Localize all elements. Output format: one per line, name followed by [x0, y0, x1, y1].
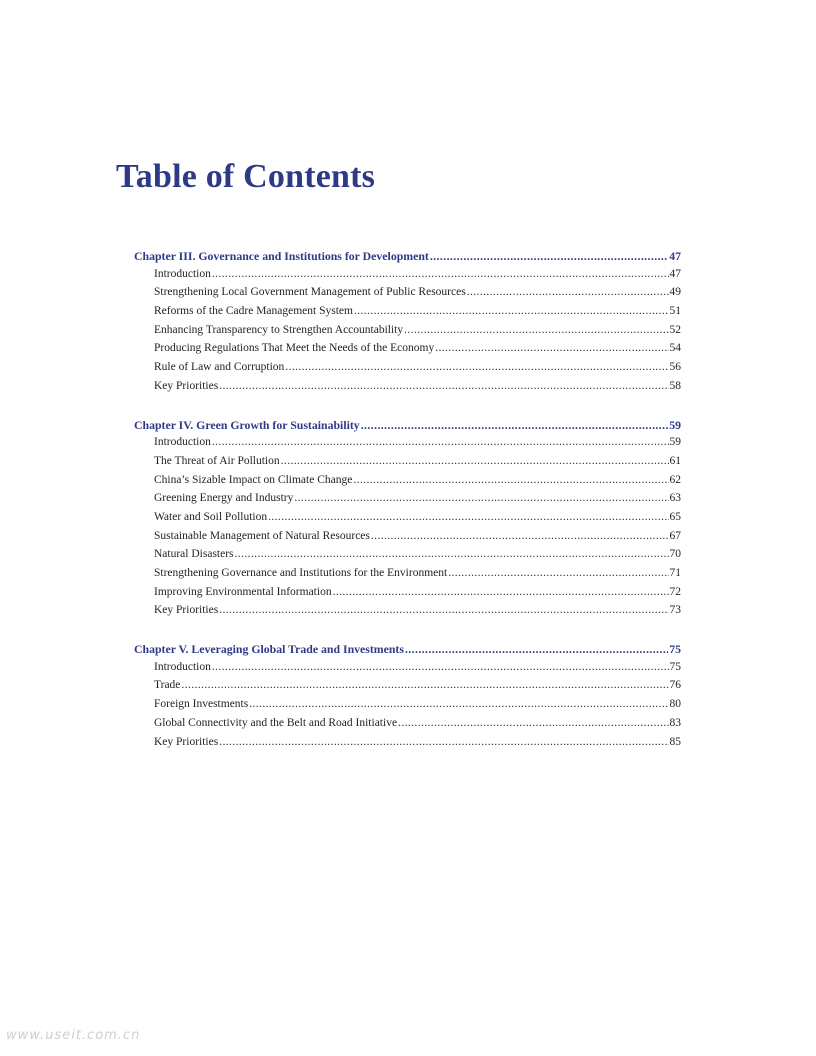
- chapter-title: Chapter V. Leveraging Global Trade and Investments: [134, 642, 404, 657]
- entry-title: Natural Disasters: [154, 548, 234, 561]
- toc-entry[interactable]: [134, 698, 681, 717]
- chapter-title: Chapter III. Governance and Institutions for Development: [134, 249, 429, 263]
- dot-leader: [404, 324, 668, 336]
- entry-page-number: 54: [669, 342, 681, 355]
- toc-entry[interactable]: [134, 492, 681, 511]
- entry-page-number: 70: [669, 548, 681, 561]
- entry-title: Water and Soil Pollution: [154, 510, 268, 523]
- entry-page-number: 62: [669, 473, 681, 486]
- entry-page-number: 49: [669, 286, 681, 299]
- dot-leader: [235, 548, 669, 560]
- entry-title: Introduction: [154, 436, 211, 449]
- toc-entry[interactable]: [134, 455, 681, 474]
- dot-leader: [435, 342, 668, 354]
- dot-leader: [448, 567, 668, 579]
- toc-entry[interactable]: [134, 586, 681, 605]
- toc-entry[interactable]: [134, 530, 681, 549]
- entry-page-number: 52: [669, 323, 681, 336]
- dot-leader: [181, 679, 668, 691]
- chapter-heading[interactable]: [134, 249, 681, 268]
- entry-title: Strengthening Governance and Institutions for the Environment: [154, 567, 448, 579]
- entry-page-number: 63: [669, 492, 681, 505]
- dot-leader: [354, 305, 669, 317]
- entry-page-number: 80: [669, 698, 681, 711]
- dot-leader: [212, 268, 669, 280]
- chapter-page-number: 75: [669, 642, 681, 657]
- entry-title: Reforms of the Cadre Management System: [154, 305, 353, 318]
- entry-page-number: 58: [669, 379, 681, 392]
- toc-entry[interactable]: [134, 380, 681, 399]
- dot-leader: [333, 586, 669, 598]
- entry-title: Improving Environmental Information: [154, 585, 332, 598]
- toc-entry[interactable]: [134, 548, 681, 567]
- dot-leader: [212, 436, 669, 448]
- entry-page-number: 56: [669, 361, 681, 374]
- entry-title: Introduction: [154, 660, 211, 673]
- entry-page-number: 47: [669, 267, 681, 280]
- chapter-title: Chapter IV. Green Growth for Sustainability: [134, 417, 360, 432]
- toc-entry[interactable]: [134, 736, 681, 755]
- page-title: Table of Contents: [116, 158, 376, 195]
- entry-title: Producing Regulations That Meet the Needs of the Economy: [154, 342, 435, 355]
- toc-entry[interactable]: [134, 305, 681, 324]
- toc-entry[interactable]: [134, 511, 681, 530]
- toc-chapter-3: [134, 249, 681, 399]
- dot-leader: [219, 736, 668, 748]
- dot-leader: [212, 661, 669, 673]
- watermark: www.useit.com.cn: [6, 1028, 141, 1043]
- entry-title: Rule of Law and Corruption: [154, 361, 285, 374]
- dot-leader: [353, 474, 668, 486]
- toc-chapter-4: [134, 418, 681, 624]
- entry-title: Key Priorities: [154, 735, 219, 748]
- dot-leader: [285, 361, 668, 373]
- toc-entry[interactable]: [134, 661, 681, 680]
- dot-leader: [430, 249, 668, 264]
- chapter-heading[interactable]: [134, 642, 681, 661]
- dot-leader: [405, 642, 668, 657]
- chapter-page-number: 59: [669, 417, 681, 432]
- toc-entry[interactable]: [134, 604, 681, 623]
- dot-leader: [361, 418, 669, 433]
- entry-title: Key Priorities: [154, 604, 219, 617]
- entry-title: Trade: [154, 679, 181, 692]
- entry-title: Introduction: [154, 267, 211, 280]
- toc-entry[interactable]: [134, 567, 681, 586]
- toc-entry[interactable]: [134, 268, 681, 287]
- chapter-heading[interactable]: [134, 418, 681, 437]
- entry-page-number: 61: [669, 454, 681, 467]
- entry-page-number: 73: [669, 604, 681, 617]
- dot-leader: [219, 604, 668, 616]
- entry-title: The Threat of Air Pollution: [154, 454, 280, 467]
- dot-leader: [467, 286, 669, 298]
- entry-page-number: 83: [669, 716, 681, 729]
- entry-page-number: 85: [669, 735, 681, 748]
- entry-title: Sustainable Management of Natural Resources: [154, 529, 370, 542]
- dot-leader: [294, 492, 668, 504]
- dot-leader: [268, 511, 668, 523]
- dot-leader: [281, 455, 669, 467]
- toc-entry[interactable]: [134, 324, 681, 343]
- dot-leader: [249, 698, 668, 710]
- entry-title: Foreign Investments: [154, 698, 249, 711]
- entry-page-number: 67: [669, 529, 681, 542]
- toc-entry[interactable]: [134, 361, 681, 380]
- toc-chapter-5: [134, 642, 681, 754]
- entry-title: Enhancing Transparency to Strengthen Accountability: [154, 323, 404, 336]
- toc-entry[interactable]: [134, 717, 681, 736]
- entry-page-number: 65: [669, 510, 681, 523]
- entry-page-number: 76: [669, 679, 681, 692]
- toc-entry[interactable]: [134, 342, 681, 361]
- entry-title: Key Priorities: [154, 379, 219, 392]
- toc-entry[interactable]: [134, 436, 681, 455]
- entry-title: Strengthening Local Government Management of Public Resources: [154, 286, 466, 299]
- entry-page-number: 59: [669, 436, 681, 449]
- dot-leader: [371, 530, 669, 542]
- entry-title: Global Connectivity and the Belt and Road Initiative: [154, 716, 398, 729]
- entry-title: Greening Energy and Industry: [154, 492, 294, 505]
- table-of-contents: [134, 249, 681, 773]
- entry-page-number: 72: [669, 585, 681, 598]
- entry-title: China’s Sizable Impact on Climate Change: [154, 473, 353, 486]
- toc-entry[interactable]: [134, 679, 681, 698]
- chapter-page-number: 47: [669, 249, 681, 263]
- dot-leader: [219, 380, 668, 392]
- entry-page-number: 75: [669, 660, 681, 673]
- toc-entry[interactable]: [134, 474, 681, 493]
- entry-page-number: 51: [669, 305, 681, 318]
- entry-page-number: 71: [669, 567, 681, 579]
- toc-entry[interactable]: [134, 286, 681, 305]
- dot-leader: [398, 717, 668, 729]
